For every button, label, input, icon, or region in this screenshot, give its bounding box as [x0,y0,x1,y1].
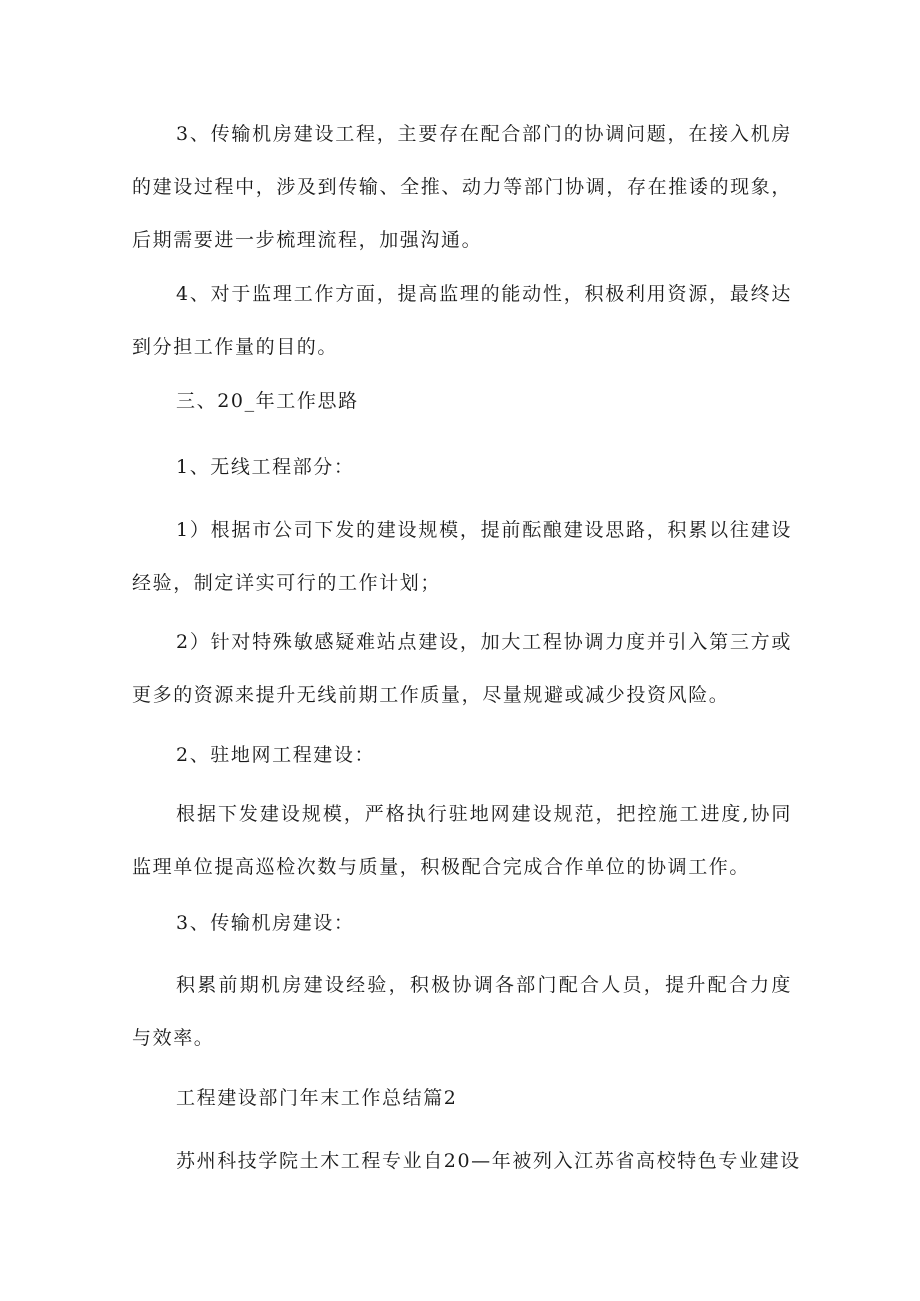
section-heading-work-plan: 三、20_年工作思路 [176,390,359,412]
paragraph-sensitive-sites: 2）针对特殊敏感疑难站点建设，加大工程协调力度并引入第三方或更多的资源来提升无线前期工作质量，尽量规避或减少投资风险。 [132,631,792,706]
paragraph-construction-scale: 1）根据市公司下发的建设规模，提前酝酿建设思路，积累以往建设经验，制定详实可行的工作计划； [132,519,792,594]
paragraph-resident-network-plan: 根据下发建设规模，严格执行驻地网建设规范，把控施工进度,协同监理单位提高巡检次数与质量，积极配合完成合作单位的协调工作。 [132,803,792,878]
paragraph-transmission-room-plan: 积累前期机房建设经验，积极协调各部门配合人员，提升配合力度与效率。 [132,974,792,1049]
paragraph-transmission-room-issues: 3、传输机房建设工程，主要存在配合部门的协调问题，在接入机房的建设过程中，涉及到传输、全推、动力等部门协调，存在推诿的现象，后期需要进一步梳理流程，加强沟通。 [132,123,792,251]
paragraph-supervision-work: 4、对于监理工作方面，提高监理的能动性，积极利用资源，最终达到分担工作量的目的。 [132,283,792,358]
paragraph-suzhou-university: 苏州科技学院土木工程专业自20—年被列入江苏省高校特色专业建设 [176,1150,801,1172]
subheading-resident-network: 2、驻地网工程建设： [176,744,376,766]
subheading-wireless-engineering: 1、无线工程部分： [176,456,355,478]
article-title-part-2: 工程建设部门年末工作总结篇2 [176,1087,458,1109]
subheading-transmission-room: 3、传输机房建设： [176,912,355,934]
